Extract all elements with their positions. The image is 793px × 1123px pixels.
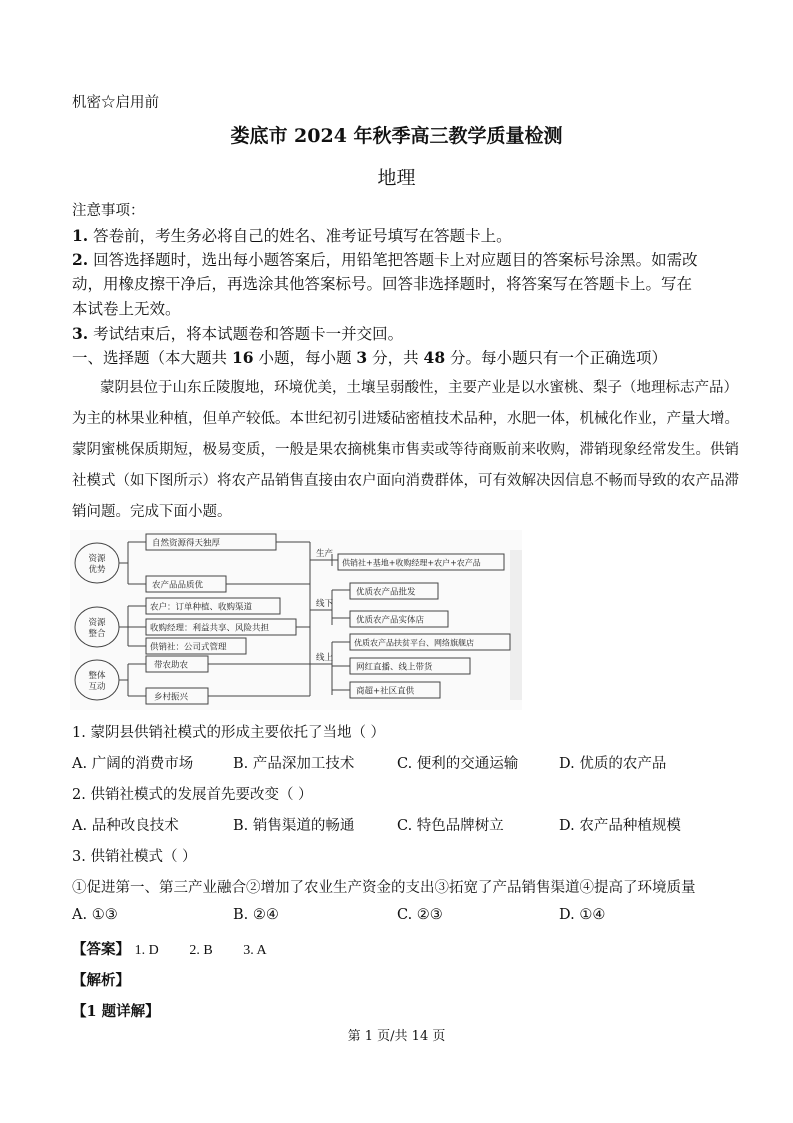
right-box-label: 网红直播、线上带货 <box>356 662 433 673</box>
question-1-option-a: A. 广阔的消费市场 <box>72 756 194 772</box>
right-box-label: 优质农产品批发 <box>356 587 416 598</box>
branch-label: 线上 <box>316 653 334 663</box>
passage-line-2: 为主的林果业种植，但单产较低。本世纪初引进矮砧密植技术品种，水肥一体，机械化作业，产量大增。 <box>72 411 739 427</box>
notice-item-text: 回答选择题时，选出每小题答案后，用铅笔把答题卡上对应题目的答案标号涂黑。如需改 <box>93 251 698 269</box>
question-count: 16 <box>231 348 254 367</box>
left-box-label: 农产品品质优 <box>152 580 204 591</box>
passage-line-1: 蒙阴县位于山东丘陵腹地，环境优美，土壤呈弱酸性，主要产业是以水蜜桃、梨子（地理标志产品） <box>100 380 738 396</box>
notice-item-number: 3. <box>72 324 89 343</box>
notice-heading: 注意事项： <box>72 203 145 219</box>
notice-item-2-line3: 本试卷上无效。 <box>72 300 181 318</box>
exam-title: 娄底市 2024 年秋季高三教学质量检测 <box>230 125 563 147</box>
score-per-question: 3 <box>356 348 368 367</box>
notice-item-text: 考试结束后，将本试题卷和答题卡一并交回。 <box>93 325 404 343</box>
circle-label: 整合 <box>88 629 106 639</box>
total-score: 48 <box>423 348 446 367</box>
analysis-label: 【解析】 <box>72 972 130 989</box>
question-3-option-d: D. ①④ <box>559 907 606 923</box>
question-1-stem: 1. 蒙阴县供销社模式的形成主要依托了当地（ ） <box>72 725 386 741</box>
question-3-option-b: B. ②④ <box>233 907 279 923</box>
notice-item-text: 答卷前，考生务必将自己的姓名、准考证号填写在答题卡上。 <box>93 227 512 245</box>
left-box-label: 农户：订单种植、收购渠道 <box>150 602 253 613</box>
question-1-option-c: C. 便利的交通运输 <box>397 756 519 772</box>
question-3-stem: 3. 供销社模式（ ） <box>72 849 197 865</box>
passage-line-5: 销问题。完成下面小题。 <box>72 504 232 520</box>
passage-line-3: 蒙阴蜜桃保质期短，极易变质，一般是果农摘桃集市售卖或等待商贩前来收购，滞销现象经常发生。供销 <box>72 442 739 458</box>
scan-artifact <box>510 550 522 700</box>
section-heading-part: 分。每小题只有一个正确选项） <box>445 349 668 367</box>
question-2-stem: 2. 供销社模式的发展首先要改变（ ） <box>72 787 313 803</box>
left-box-label: 收购经理：利益共享、风险共担 <box>150 623 270 634</box>
right-box-label: 优质农产品实体店 <box>356 615 425 626</box>
left-box-label: 供销社：公司式管理 <box>150 642 227 653</box>
question-3-statements: ①促进第一、第三产业融合②增加了农业生产资金的支出③拓宽了产品销售渠道④提高了环境质量 <box>72 880 696 896</box>
notice-item-3 <box>72 322 403 344</box>
circle-label: 优势 <box>88 565 106 575</box>
notice-item-2-line2: 动，用橡皮擦干净后，再选涂其他答案标号。回答非选择题时，将答案写在答题卡上。写在 <box>72 275 693 293</box>
branch-label: 生产 <box>316 549 334 559</box>
answer-row <box>72 938 267 959</box>
right-box-label: 优质农产品扶贫平台、网络旗舰店 <box>354 638 474 648</box>
question-2-option-d: D. 农产品种植规模 <box>559 818 681 834</box>
notice-item-1 <box>72 224 512 246</box>
answer-label: 【答案】 <box>72 941 130 958</box>
branch-label: 线下 <box>316 599 334 609</box>
left-box-label: 自然资源得天独厚 <box>152 538 221 549</box>
notice-item-number: 2. <box>72 250 89 269</box>
question-2-option-a: A. 品种改良技术 <box>72 818 179 834</box>
circle-label: 互动 <box>88 682 106 692</box>
question-3-option-c: C. ②③ <box>397 907 443 923</box>
notice-item-number: 1. <box>72 226 89 245</box>
supply-marketing-cooperative-diagram <box>70 530 522 710</box>
section-heading <box>72 346 667 368</box>
right-box-label: 商超+社区直供 <box>356 686 415 697</box>
left-box-label: 带农助农 <box>154 660 189 671</box>
question-1-option-d: D. 优质的农产品 <box>559 756 667 772</box>
subject-title: 地理 <box>377 167 416 189</box>
question-2-option-b: B. 销售渠道的畅通 <box>233 818 355 834</box>
left-box-label: 乡村振兴 <box>154 692 189 703</box>
right-box-label: 供销社+基地+收购经理+农户+农产品 <box>342 558 481 568</box>
question-3-option-a: A. ①③ <box>72 907 118 923</box>
answer-value: 2. B <box>189 943 213 958</box>
circle-label: 整体 <box>88 671 106 681</box>
question-2-option-c: C. 特色品牌树立 <box>397 818 504 834</box>
notice-item-2 <box>72 248 698 270</box>
detail-label: 【1 题详解】 <box>72 1003 160 1020</box>
answer-value: 3. A <box>243 943 267 958</box>
passage-line-4: 社模式（如下图所示）将农产品销售直接由农户面向消费群体，可有效解决因信息不畅而导致的农产品滞 <box>72 473 739 489</box>
circle-label: 资源 <box>88 554 106 564</box>
section-heading-part: 小题，每小题 <box>253 349 357 367</box>
page-footer: 第 1 页/共 14 页 <box>347 1029 446 1044</box>
circle-label: 资源 <box>88 618 106 628</box>
answer-value: 1. D <box>134 943 159 958</box>
section-heading-part: 分，共 <box>367 349 424 367</box>
section-heading-part: 一、选择题（本大题共 <box>72 349 232 367</box>
question-1-option-b: B. 产品深加工技术 <box>233 756 355 772</box>
confidential-mark: 机密☆启用前 <box>72 95 159 111</box>
